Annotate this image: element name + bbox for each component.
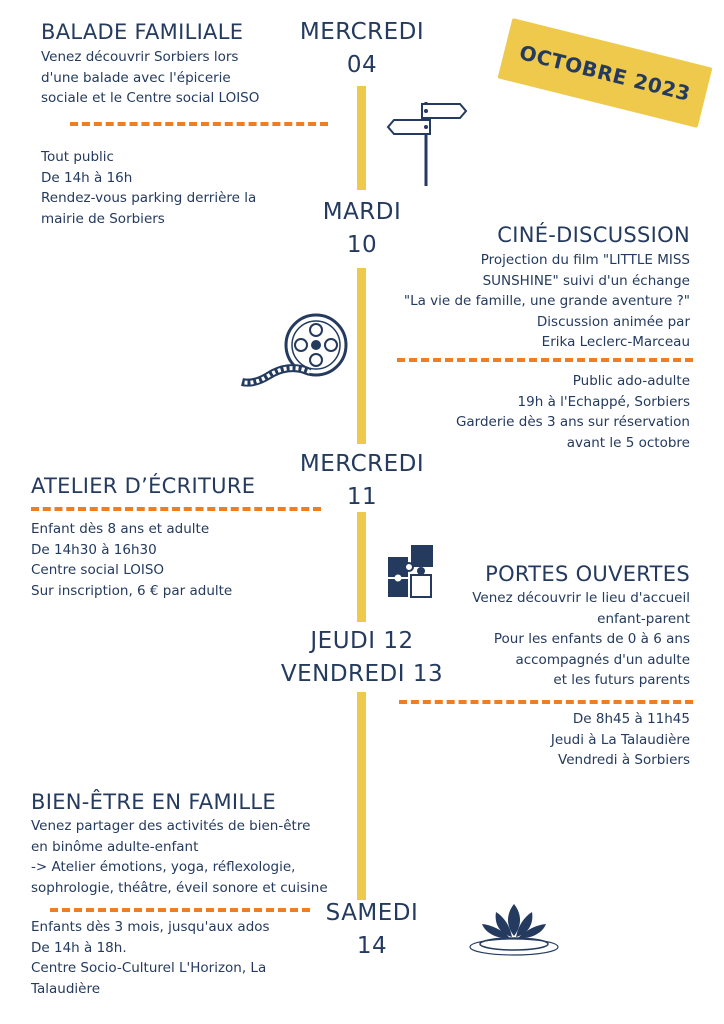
day-number: 04	[346, 52, 378, 78]
day-label-11	[282, 448, 442, 514]
event-info-portes: De 8h45 à 11h45 Jeudi à La Talaudière Vendredi à Sorbiers	[550, 711, 690, 768]
month-badge	[498, 18, 713, 128]
event-title-portes: PORTES OUVERTES	[485, 562, 690, 586]
signpost-icon	[386, 96, 466, 191]
day-label-12-13	[262, 625, 462, 691]
event-info-bien-etre: Enfants dès 3 mois, jusqu'aux ados De 14h à 18h. Centre Socio-Culturel L'Horizon, La Talaudière	[31, 919, 270, 997]
event-info-cine: Public ado-adulte 19h à l'Echappé, Sorbiers Garderie dès 3 ans sur réservation avant le 5 octobre	[455, 373, 690, 451]
event-description-cine: Projection du film "LITTLE MISS SUNSHINE" suivi d'un échange "La vie de famille, une grande aventure ?" Discussion animée par Erika Leclerc-Marceau	[403, 252, 690, 350]
timeline-segment-3	[357, 512, 366, 622]
divider-dashed	[399, 700, 693, 704]
film-reel-icon	[240, 310, 350, 390]
event-info-balade: Tout public De 14h à 16h Rendez-vous parking derrière la mairie de Sorbiers	[41, 149, 257, 227]
day-number: 10	[346, 232, 378, 258]
event-info-atelier: Enfant dès 8 ans et adulte De 14h30 à 16h30 Centre social LOISO Sur inscription, 6 € par adulte	[31, 521, 233, 599]
event-title-cine: CINÉ-DISCUSSION	[497, 223, 690, 247]
puzzle-icon	[387, 543, 443, 599]
day-name: MARDI	[322, 199, 402, 225]
day-name: SAMEDI	[325, 900, 419, 926]
event-description-balade: Venez découvrir Sorbiers lors d'une balade avec l'épicerie sociale et le Centre social LOISO	[41, 49, 260, 106]
day-name: MERCREDI	[299, 451, 425, 477]
day-number: 11	[346, 484, 378, 510]
day-number: 14	[356, 933, 388, 959]
event-title-bien-etre: BIEN-ÊTRE EN FAMILLE	[31, 790, 276, 814]
lotus-icon	[466, 898, 562, 958]
timeline-segment-4	[357, 692, 366, 900]
divider-dashed	[397, 358, 693, 362]
event-title-balade: BALADE FAMILIALE	[41, 20, 244, 44]
day-name: MERCREDI	[299, 19, 425, 45]
divider-dashed	[50, 908, 310, 912]
event-description-portes: Venez découvrir le lieu d'accueil enfant-parent Pour les enfants de 0 à 6 ans accompagnés d'un adulte et les futurs parents	[472, 590, 690, 688]
timeline-segment-2	[357, 268, 366, 444]
divider-dashed	[70, 122, 328, 126]
day-label-04	[282, 16, 442, 82]
day-name: VENDREDI 13	[280, 661, 444, 687]
event-title-atelier: ATELIER D’ÉCRITURE	[31, 474, 256, 498]
event-description-bien-etre: Venez partager des activités de bien-être en binôme adulte-enfant -> Atelier émotions, yoga, réflexologie, sophrologie, théâtre, éveil sonore et cuisine	[31, 818, 328, 896]
divider-dashed	[31, 507, 321, 511]
day-label-14	[292, 897, 452, 963]
timeline-segment-1	[357, 86, 366, 190]
month-badge-label: OCTOBRE 2023	[517, 40, 693, 106]
day-name: JEUDI 12	[310, 628, 414, 654]
